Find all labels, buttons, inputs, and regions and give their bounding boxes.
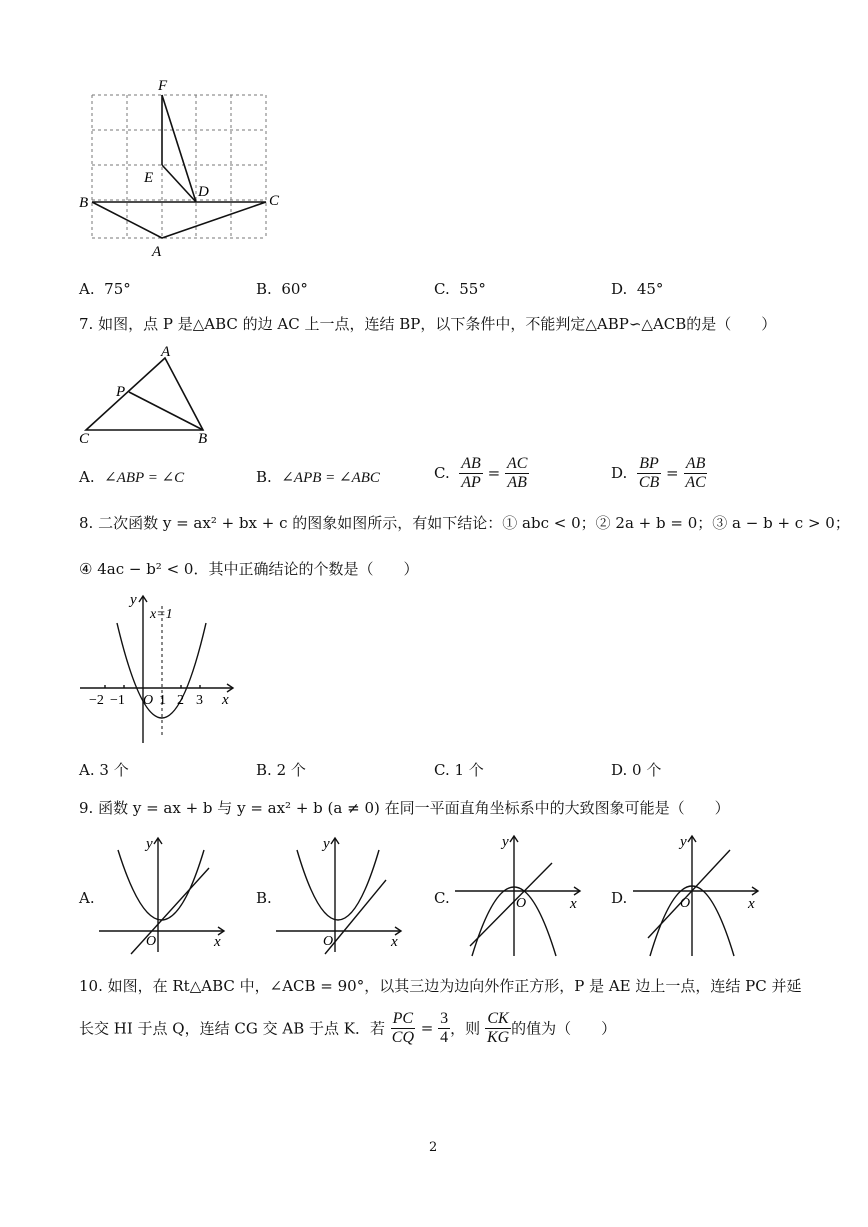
- q9-option-c-letter: C.: [434, 889, 450, 907]
- q6-label-D: D: [198, 184, 209, 200]
- q8-tick-1: 1: [159, 693, 166, 708]
- q8-label-x: x: [222, 692, 229, 708]
- q7-figure: [72, 343, 222, 448]
- q9-graph-d: [630, 828, 765, 958]
- q8-tick-m1: −1: [110, 693, 125, 708]
- q9-option-d-letter: D.: [611, 889, 628, 907]
- q8-tick-2: 2: [177, 693, 184, 708]
- q9-graph-a: [96, 830, 231, 955]
- q9-option-b-letter: B.: [256, 889, 272, 907]
- q6-option-d: D. 45°: [611, 280, 664, 298]
- q9-b-label-x: x: [391, 934, 398, 950]
- q6-option-b: B. 60°: [256, 280, 308, 298]
- q7-option-d: D. $\frac{BP}{CB}$ = $\frac{AB}{AC}$: [611, 455, 706, 491]
- q9-b-label-y: y: [323, 836, 330, 852]
- q6-option-c: C. 55°: [434, 280, 486, 298]
- q10-stem-line2: 长交 HI 于点 Q，连结 CG 交 AB 于点 K．若 $\frac{PC}{CQ}$ = $\frac{3}{4}$ ，则 $\frac{CK}{KG}$ 的值为（ ）: [79, 1010, 617, 1046]
- q10-stem-line1: 10. 如图，在 Rt△ABC 中，∠ACB = 90°，以其三边为边向外作正方形，P 是 AE 边上一点，连结 PC 并延: [79, 977, 802, 995]
- q8-option-b: B. 2 个: [256, 761, 306, 779]
- q8-label-y: y: [130, 592, 137, 608]
- q6-label-F: F: [158, 78, 168, 94]
- q8-option-d: D. 0 个: [611, 761, 662, 779]
- q7-label-C: C: [79, 431, 90, 447]
- q6-label-B: B: [79, 195, 89, 211]
- q7-option-a: A. ∠ABP = ∠C: [79, 468, 185, 486]
- q8-tick-m2: −2: [89, 693, 104, 708]
- q8-label-O: O: [143, 693, 154, 708]
- q9-graph-b: [273, 830, 408, 955]
- q8-tick-3: 3: [196, 693, 203, 708]
- q7-label-P: P: [116, 384, 126, 400]
- q8-option-a: A. 3 个: [79, 761, 129, 779]
- q8-option-c: C. 1 个: [434, 761, 484, 779]
- q9-c-label-y: y: [502, 834, 509, 850]
- q8-figure: [75, 588, 245, 748]
- q7-label-A: A: [161, 344, 171, 360]
- q8-stem-line1: 8. 二次函数 y = ax² + bx + c 的图象如图所示，有如下结论：① abc < 0；② 2a + b = 0；③ a − b + c > 0；: [79, 514, 850, 532]
- q7-label-B: B: [198, 431, 208, 447]
- q9-d-label-O: O: [680, 896, 691, 911]
- q6-figure: [70, 70, 300, 265]
- q9-stem: 9. 函数 y = ax + b 与 y = ax² + b (a ≠ 0) 在同一平面直角坐标系中的大致图象可能是（ ）: [79, 799, 730, 817]
- q9-d-label-y: y: [680, 834, 687, 850]
- q6-label-E: E: [144, 170, 154, 186]
- q9-a-label-y: y: [146, 836, 153, 852]
- q9-graph-c: [452, 828, 587, 958]
- q6-label-C: C: [269, 193, 280, 209]
- page-number: 2: [429, 1140, 438, 1155]
- q8-label-axis-eq: x=1: [150, 607, 173, 622]
- q9-a-label-O: O: [146, 934, 157, 949]
- q6-label-A: A: [152, 244, 162, 260]
- q9-c-label-O: O: [516, 896, 527, 911]
- q6-option-a: A. 75°: [79, 280, 131, 298]
- q7-stem: 7. 如图，点 P 是△ABC 的边 AC 上一点，连结 BP，以下条件中，不能判定△ABP∽△ACB的是（ ）: [79, 315, 777, 333]
- q7-option-c: C. $\frac{AB}{AP}$ = $\frac{AC}{AB}$: [434, 455, 528, 491]
- q9-a-label-x: x: [214, 934, 221, 950]
- q9-c-label-x: x: [570, 896, 577, 912]
- q9-b-label-O: O: [323, 934, 334, 949]
- q8-stem-line2: ④ 4ac − b² < 0．其中正确结论的个数是（ ）: [79, 560, 419, 578]
- q9-option-a-letter: A.: [79, 889, 95, 907]
- q9-d-label-x: x: [748, 896, 755, 912]
- q7-option-b: B. ∠APB = ∠ABC: [256, 468, 380, 486]
